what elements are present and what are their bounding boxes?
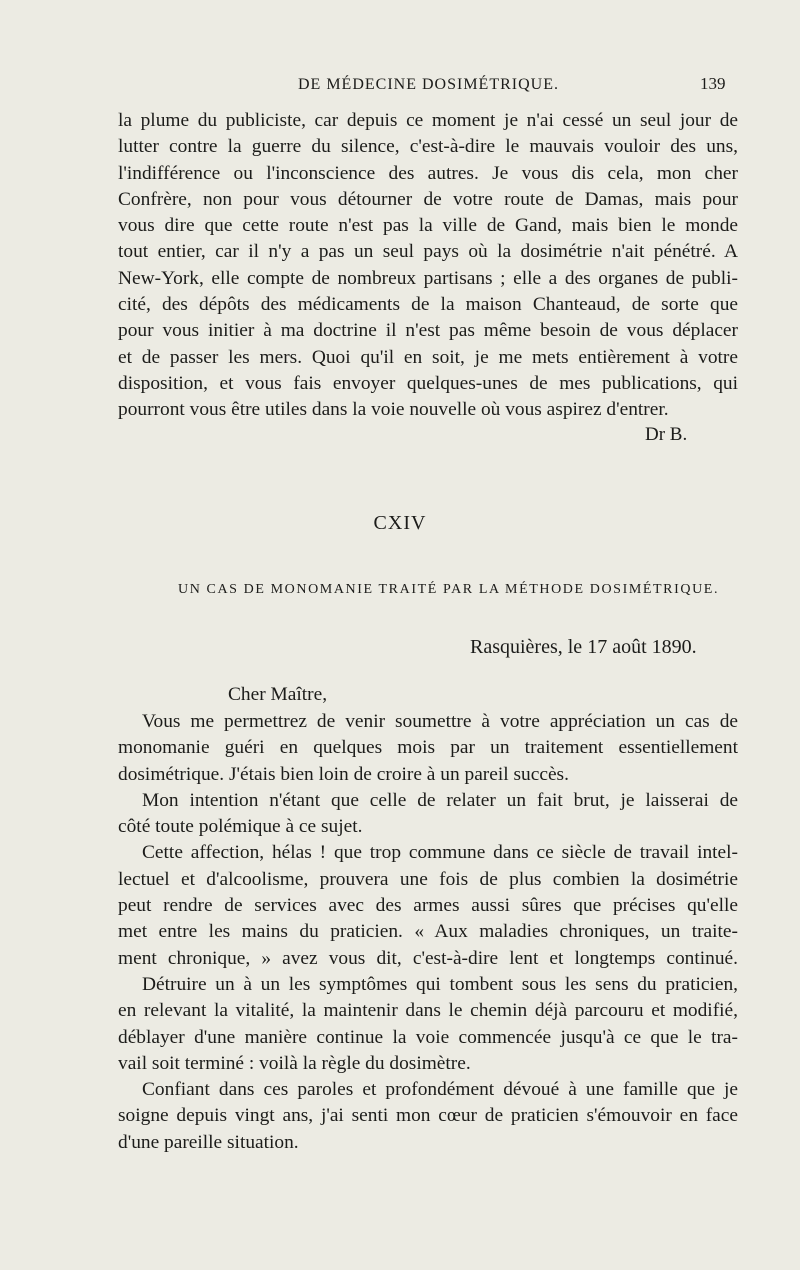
text-line: ment chronique, » avez vous dit, c'est-à-dire lent et longtemps continué. [118, 947, 738, 969]
signature: Dr B. [645, 424, 688, 445]
chapter-number: CXIV [373, 512, 427, 534]
text-line: cité, des dépôts des médicaments de la maison Chanteaud, de sorte que [118, 294, 738, 316]
chapter-title: UN CAS DE MONOMANIE TRAITÉ PAR LA MÉTHODE DOSIMÉTRIQUE. [178, 582, 720, 597]
letter-body [118, 709, 738, 1156]
text-line: Mon intention n'étant que celle de relater un fait brut, je laisserai de [142, 789, 738, 811]
text-line: déblayer d'une manière continue la voie commencée jusqu'à ce que le tra- [118, 1026, 738, 1048]
text-line: soigne depuis vingt ans, j'ai senti mon cœur de praticien s'émouvoir en face [118, 1105, 738, 1127]
text-line: Confiant dans ces paroles et profondément dévoué à une famille que je [142, 1079, 738, 1101]
text-line: peut rendre de services avec des armes aussi sûres que précises qu'elle [118, 895, 738, 917]
letter-end-paragraph [118, 108, 738, 424]
running-title: DE MÉDECINE DOSIMÉTRIQUE. [298, 76, 559, 93]
text-line: lectuel et d'alcoolisme, prouvera une fois de plus combien la dosimétrie [118, 868, 738, 890]
text-line: monomanie guéri en quelques mois par un traitement essentiellement [118, 737, 738, 759]
text-line: Vous me permettrez de venir soumettre à votre appréciation un cas de [142, 711, 738, 732]
text-line: vous dire que cette route n'est pas la ville de Gand, mais bien le monde [118, 215, 738, 237]
text-line: tout entier, car il n'y a pas un seul pays où la dosimétrie n'ait pénétré. A [118, 241, 738, 263]
text-line: en relevant la vitalité, la maintenir dans le chemin déjà parcouru et modifié, [118, 1000, 738, 1022]
text-line: d'une pareille situation. [118, 1131, 299, 1153]
text-line: pour vous initier à ma doctrine il n'est pas même besoin de vous déplacer [118, 320, 738, 342]
text-line: Confrère, non pour vous détourner de votre route de Damas, mais pour [118, 188, 738, 210]
text-line: met entre les mains du praticien. « Aux maladies chroniques, un traite- [118, 921, 738, 943]
text-line: Cette affection, hélas ! que trop commune dans ce siècle de travail intel- [142, 842, 738, 864]
text-line: pourront vous être utiles dans la voie nouvelle où vous aspirez d'entrer. [118, 399, 669, 421]
text-line: et de passer les mers. Quoi qu'il en soit, je me mets entièrement à votre [118, 346, 738, 368]
text-line: disposition, et vous fais envoyer quelques-unes de mes publications, qui [118, 372, 738, 394]
text-line: dosimétrique. J'étais bien loin de croire à un pareil succès. [118, 763, 569, 785]
text-line: la plume du publiciste, car depuis ce moment je n'ai cessé un seul jour de [118, 110, 738, 131]
text-line: New-York, elle compte de nombreux partisans ; elle a des organes de publi- [118, 267, 738, 289]
place-date: Rasquières, le 17 août 1890. [470, 636, 697, 658]
text-line: Détruire un à un les symptômes qui tombent sous les sens du praticien, [142, 973, 738, 995]
page-number: 139 [700, 74, 726, 93]
text-line: vail soit terminé : voilà la règle du dosimètre. [118, 1052, 471, 1074]
text-line: côté toute polémique à ce sujet. [118, 816, 363, 838]
salutation: Cher Maître, [228, 684, 328, 705]
text-line: l'indifférence ou l'inconscience des autres. Je vous dis cela, mon cher [118, 162, 738, 184]
text-line: lutter contre la guerre du silence, c'est-à-dire le mauvais vouloir des uns, [118, 136, 738, 158]
